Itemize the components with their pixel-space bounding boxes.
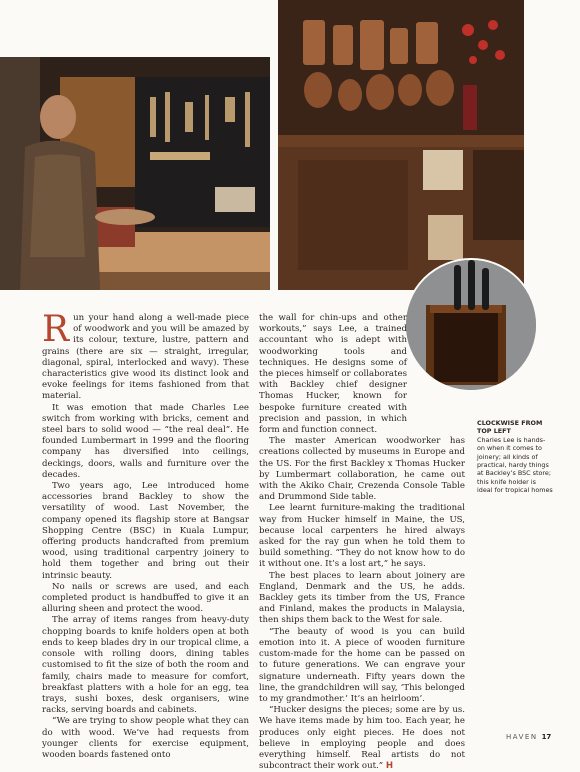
paragraph-text: “Hucker designs the pieces; some are by us. We have items made by him too. Each year, he produces only eight pieces. He does not believe in employing people and does everything himself. Real artists do not subcontract their work out.” [259, 705, 465, 772]
end-mark: H [385, 761, 394, 772]
article-paragraph: The array of items ranges from heavy-duty chopping boards to knife holders open at both ends to keep blades dry in our tropical clime, a console with rolling doors, dining tables customised to fit the size of both the room and family, chairs made to measure for comfort, breakfast platters with a hole for an egg, tea trays, sushi boxes, desk organisers, wine racks, serving boards and cabinets. [42, 615, 249, 716]
article-paragraph: the wall for chin-ups and other workouts,” says Lee, a trained accountant who is adept with woodworking tools and techniques. He designs some of the pieces himself or collaborates with Backley chief designer Thomas Hucker, known for bespoke furniture created with precision and passion, in which form and function connect. [259, 313, 407, 436]
page-number: 17 [541, 733, 552, 741]
article-paragraph: It was emotion that made Charles Lee switch from working with bricks, cement and steel bars to solid wood — “the real deal”. He founded Lumbermart in 1999 and the flooring company has diversified into ceilings, deckings, doors, walls and furniture over the decades. [42, 402, 249, 480]
article-paragraph: Two years ago, Lee introduced home accessories brand Backley to show the versatility of wood. Last November, the company opened its flagship store at Bangsar Shopping Centre (BSC) in Kuala Lumpur, offering products handcrafted from premium wood, using traditional carpentry joinery to hold them together and bring out their intrinsic beauty. [42, 481, 249, 581]
article-column-2 [259, 313, 465, 772]
photo-store-interior [278, 0, 524, 290]
article-paragraph: “We are trying to show people what they can do with wood. We’ve had requests from younger clients for exercise equipment, wooden boards fastened onto [42, 716, 249, 760]
photo-man-planing-wood [0, 57, 270, 290]
photo-left-illustration [0, 57, 270, 290]
article-paragraph [42, 309, 249, 403]
caption-text: Charles Lee is hands-on when it comes to joinery; all kinds of practical, hardy things at Backley’s BSC store; this knife holder is ideal for tropical homes [477, 435, 553, 495]
article-paragraph: The best places to learn about joinery are England, Denmark and the US, he adds. Backley gets its timber from the US, France and Finland, makes the products in Malaysia, then ships them back to the West for sale. [259, 570, 465, 626]
page-footer [506, 733, 551, 741]
caption-title: CLOCKWISE FROM TOP LEFT [477, 419, 543, 436]
drop-cap: R [42, 309, 70, 350]
article-paragraph: The master American woodworker has creations collected by museums in Europe and the US. For the first Backley x Thomas Hucker by Lumbermart collaboration, he came out with the Akiko Chair, Crezenda Console Table and Drummond Side table. [259, 436, 465, 503]
article-column-1 [42, 309, 249, 761]
article-paragraph [259, 705, 465, 772]
article-paragraph: No nails or screws are used, and each completed product is handbuffed to give it an alluring sheen and protect the wood. [42, 581, 249, 615]
photo-right-illustration [278, 0, 524, 290]
photo-caption [477, 419, 553, 495]
paragraph-text: un your hand along a well-made piece of woodwork and you will be amazed by its colour, texture, lustre, pattern and grains (there are six — straight, irregular, diagonal, spiral, interlocked and wavy). These characteristics give wood its distinct look and evoke feelings for items fashioned from that material. [42, 313, 249, 402]
article-paragraph: Lee learnt furniture-making the traditional way from Hucker himself in Maine, the US, because local carpenters he hired always asked for the ray gun when he told them to build something. “They do not know how to do it without one. It’s a lost art,” he says. [259, 503, 465, 570]
magazine-name: HAVEN [506, 733, 538, 741]
article-paragraph: “The beauty of wood is you can build emotion into it. A piece of wooden furniture custom-made for the home can be passed on to future generations. We can engrave your signature underneath. Fifty years down the line, the grandchildren will say, ‘This belonged to my grandmother.’ It’s an heirloom’. [259, 626, 465, 704]
